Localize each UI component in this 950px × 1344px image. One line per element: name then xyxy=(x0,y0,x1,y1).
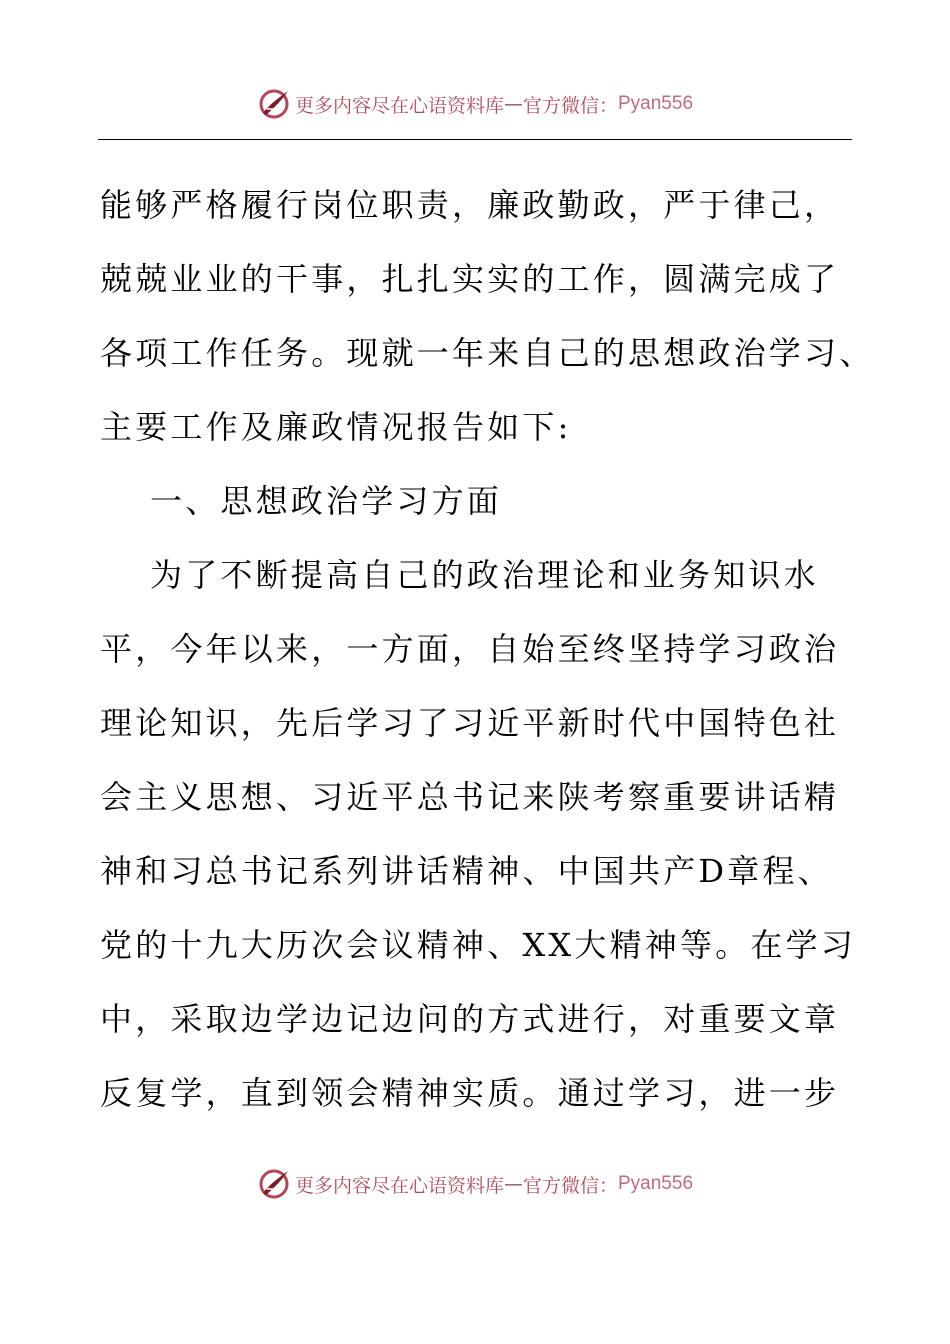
header-banner xyxy=(0,84,950,124)
banner-suffix: 官方微信： xyxy=(522,94,618,117)
banner-separator: — xyxy=(503,93,523,115)
text-line: 中，采取边学边记边问的方式进行，对重要文章 xyxy=(100,1000,840,1038)
quill-seal-icon xyxy=(257,87,291,121)
banner-wechat-id: Pyan556 xyxy=(618,93,694,114)
text-line: 会主义思想、习近平总书记来陕考察重要讲话精 xyxy=(100,778,840,816)
text-line: 主要工作及廉政情况报告如下: xyxy=(100,408,572,446)
text-line: 为了不断提高自己的政治理论和业务知识水 xyxy=(150,556,819,594)
text-line: 兢兢业业的干事，扎扎实实的工作，圆满完成了 xyxy=(100,260,840,298)
text-line: 平，今年以来，一方面，自始至终坚持学习政治 xyxy=(100,630,840,668)
banner-text: 更多内容尽在心语资料库 xyxy=(294,1174,504,1197)
banner-suffix: 官方微信： xyxy=(522,1174,618,1197)
document-body xyxy=(100,168,875,1130)
text-line: 能够严格履行岗位职责，廉政勤政，严于律己， xyxy=(100,186,840,224)
footer-banner xyxy=(0,1164,950,1204)
banner-wechat-id: Pyan556 xyxy=(618,1173,694,1194)
banner-separator: — xyxy=(503,1173,523,1195)
banner-text: 更多内容尽在心语资料库 xyxy=(294,94,504,117)
quill-seal-icon xyxy=(257,1167,291,1201)
text-line: 神和习总书记系列讲话精神、中国共产D章程、 xyxy=(100,852,833,890)
text-line: 反复学，直到领会精神实质。通过学习，进一步 xyxy=(100,1074,840,1112)
text-line: 党的十九大历次会议精神、XX大精神等。在学习 xyxy=(100,926,856,964)
section-heading: 一、思想政治学习方面 xyxy=(150,482,503,520)
text-line: 各项工作任务。现就一年来自己的思想政治学习、 xyxy=(100,334,875,372)
header-divider xyxy=(98,139,852,140)
text-line: 理论知识，先后学习了习近平新时代中国特色社 xyxy=(100,704,840,742)
